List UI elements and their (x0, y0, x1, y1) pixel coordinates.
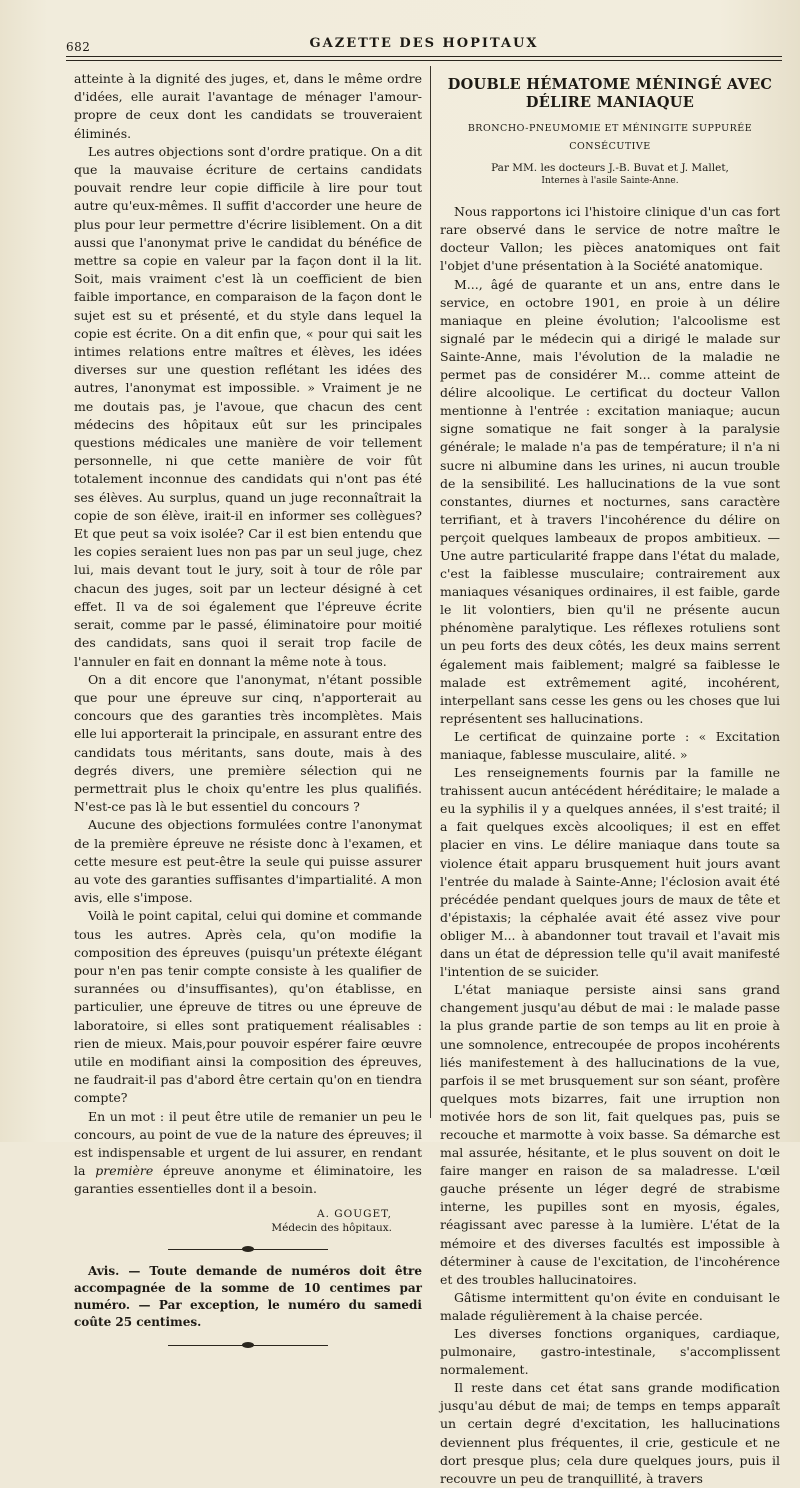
author-title: Médecin des hôpitaux. (271, 1221, 392, 1234)
paragraph: M..., âgé de quarante et un ans, entre dans le service, en octobre 1901, en proie à un délire maniaque en pleine évolution; l'alcoolisme est signalé par le médecin qui a dirigé le malade sur Sainte-Anne, mais l'évolution de la maladie ne permet pas de considérer M... comme atteint de délire alcoolique. Le certificat du docteur Vallon mentionne à l'entrée : excitation maniaque; aucun signe somatique ne fait songer à la paralysie générale; le malade n'a pas de température; il n'a ni sucre ni albumine dans les urines, ni aucun trouble de la sensibilité. Les hallucinations de la vue sont constantes, diurnes et nocturnes, sans caractère terrifiant, et à travers l'incohérence du délire on perçoit quelques lambeaux de propos ambitieux. — Une autre particularité frappe dans l'état du malade, c'est la faiblesse musculaire; contrairement aux maniaques vésaniques ordinaires, il est faible, garde le lit volontiers, bien qu'il ne présente aucun phénomène paralytique. Les réflexes rotuliens sont un peu forts des deux côtés, les deux mains serrent également mais faiblement; malgré sa faiblesse le malade est extrêmement agité, incohérent, interpellant sans cesse les gens ou les choses que lui représentent ses hallucinations. (440, 276, 780, 726)
article-affiliation: Internes à l'asile Sainte-Anne. (541, 176, 679, 187)
paragraph-text: En un mot : il peut être utile de remanier un peu le concours, au point de vue de la nature des épreuves; il est indispensable et urgent de lui assurer, en rendant la (74, 1108, 422, 1179)
article-subtitle: BRONCHO-PNEUMOMIE ET MÉNINGITE SUPPURÉE CONSÉCUTIVE (467, 123, 753, 153)
paragraph: Gâtisme intermittent qu'on évite en conduisant le malade régulièrement à la chaise percée. (440, 1289, 780, 1323)
notice (74, 1263, 422, 1331)
paragraph: Le certificat de quinzaine porte : « Excitation maniaque, fablesse musculaire, alité. » (440, 728, 780, 762)
notice-text: — Toute demande de numéros doit être accompagnée de la somme de 10 centimes par numéro. — Par exception, le numéro du samedi coûte 25 centimes. (74, 1263, 422, 1329)
page-header (66, 30, 782, 58)
separator-ornament (242, 1246, 254, 1252)
journal-title: GAZETTE DES HOPITAUX (309, 36, 539, 51)
paragraph: Les autres objections sont d'ordre pratique. On a dit que la mauvaise écriture de certains candidats pouvait rendre leur copie difficile à lire pour tout autre qu'eux-mêmes. Il suffit d'accorder une heure de plus pour leur permettre d'écrire lisiblement. On a dit aussi que l'anonymat prive le candidat du bénéfice de mettre sa copie en valeur par la façon dont il la lit. Soit, mais vraiment c'est là un coefficient de bien faible importance, en comparaison de la façon dont le sujet est su et présenté, et du style dans lequel la copie est écrite. On a dit enfin que, « pour qui sait les intimes relations entre maîtres et élèves, les idées diverses sur une question reflétant les idées des autres, l'anonymat est impossible. » Vraiment je ne me doutais pas, je l'avoue, que chacun des cent médecins des hôpitaux eût sur les principales questions médicales une manière de voir tellement personnelle, ni que cette manière de voir fût totalement inconnue des candidats qui n'ont pas été ses élèves. Au surplus, quand un juge reconnaîtrait la copie de son élève, irait-il en informer ses collègues? Et que peut sa voix isolée? Car il est bien entendu que les copies seraient lues non pas par un seul juge, chez lui, mais devant tout le jury, soit à tour de rôle par chacun des juges, soit par un lecteur désigné à cet effet. Il va de soi également que l'épreuve écrite serait, comme par le passé, éliminatoire pour moitié des candidats, sans quoi il serait trop facile de l'annuler en fait en donnant la même note à tous. (74, 143, 422, 669)
right-column (440, 76, 780, 1488)
header-rule-double (66, 60, 782, 61)
separator-ornament (242, 1342, 254, 1348)
paragraph: Aucune des objections formulées contre l'anonymat de la première épreuve ne résiste donc à l'examen, et cette mesure est peut-être la seule qui puisse assurer au vote des garanties suffisantes d'impartialité. A mon avis, elle s'impose. (74, 817, 422, 906)
paragraph: Les diverses fonctions organiques, cardiaque, pulmonaire, gastro-intestinale, s'accomplissent normalement. (440, 1326, 780, 1378)
signature-block (74, 1207, 422, 1235)
article-authors: Par MM. les docteurs J.-B. Buvat et J. Mallet, (491, 162, 729, 175)
column-divider (430, 66, 431, 1118)
paragraph-text: épreuve anonyme et éliminatoire, les garanties essentielles dont il a besoin. (74, 1163, 422, 1197)
page-number: 682 (66, 40, 91, 54)
notice-lead: Avis. (88, 1263, 120, 1278)
paragraph: Nous rapportons ici l'histoire clinique d'un cas fort rare observé dans le service de notre maître le docteur Vallon; les pièces anatomiques ont fait l'objet d'une présentation à la Société anatomique. (440, 204, 780, 274)
header-rule (66, 56, 782, 57)
paragraph: L'état maniaque persiste ainsi sans grand changement jusqu'au début de mai : le malade passe la plus grande partie de son temps au lit en proie à une somnolence, entrecoupée de propos incohérents liés manifestement à des hallucinations de la vue, parfois il se met brusquement sur son séant, profère quelques mots bizarres, fait une irruption non motivée hors de son lit, fait quelques pas, puis se recouche et marmotte à voix basse. Sa démarche est mal assurée, hésitante, et le plus souvent on doit le faire manger en raison de sa maladresse. L'œil gauche présente un léger degré de strabisme interne, les pupilles sont en myosis, égales, réagissant avec paresse à la lumière. L'état de la mémoire et des diverses facultés est impossible à déterminer à cause de l'excitation, de l'incohérence et des troubles hallucinatoires. (440, 982, 780, 1287)
section-separator (168, 1341, 328, 1349)
emphasis-text: première (95, 1163, 154, 1179)
paragraph: atteinte à la dignité des juges, et, dans le même ordre d'idées, elle aurait l'avantage de ménager l'amour-propre de ceux dont les candidats se trouveraient éliminés. (74, 71, 422, 141)
section-separator (168, 1245, 328, 1253)
article-title: DOUBLE HÉMATOME MÉNINGÉ AVEC DÉLIRE MANIAQUE (447, 76, 773, 111)
paragraph-conclusion (74, 1108, 422, 1199)
paragraph: Voilà le point capital, celui qui domine et commande tous les autres. Après cela, qu'on modifie la composition des épreuves (puisqu'un prétexte élégant pour n'en pas tenir compte consiste à les qualifier de surannées ou d'insuffisantes), qu'on établisse, en particulier, une épreuve de titres ou une épreuve de laboratoire, si elles sont pratiquement réalisables : rien de mieux. Mais,pour pouvoir espérer faire œuvre utile en modifiant ainsi la composition des épreuves, ne faudrait-il pas d'abord être certain qu'on en tiendra compte? (74, 908, 422, 1106)
paragraph: On a dit encore que l'anonymat, n'étant possible que pour une épreuve sur cinq, n'apporterait au concours que des garanties très incomplètes. Mais elle lui apporterait la principale, en assurant entre des candidats tous méritants, sans doute, mais à des degrés divers, une première sélection qui ne permettrait plus le choix qu'entre les plus qualifiés. N'est-ce pas là le but essentiel du concours ? (74, 671, 422, 815)
left-column (74, 70, 422, 1359)
paragraph: Les renseignements fournis par la famille ne trahissent aucun antécédent héréditaire; le malade a eu la syphilis il y a quelques années, il s'est traité; il a fait quelques excès alcooliques; il est en effet placier en vins. Le délire maniaque dans toute sa violence était apparu brusquement huit jours avant l'entrée du malade à Sainte-Anne; l'éclosion avait été précédée pendant quelques jours de maux de tête et d'épistaxis; la céphalée avait été assez vive pour obliger M... à abandonner tout travail et l'avait mis dans un état de dépression telle qu'il avait manifesté l'intention de se suicider. (440, 765, 780, 980)
author-name: A. GOUGET, (317, 1207, 392, 1220)
paragraph: Il reste dans cet état sans grande modification jusqu'au début de mai; de temps en temps apparaît un certain degré d'excitation, les hallucinations deviennent plus fréquentes, il crie, gesticule et ne dort presque plus; cela dure quelques jours, puis il recouvre un peu de tranquillité, à travers (440, 1380, 780, 1486)
